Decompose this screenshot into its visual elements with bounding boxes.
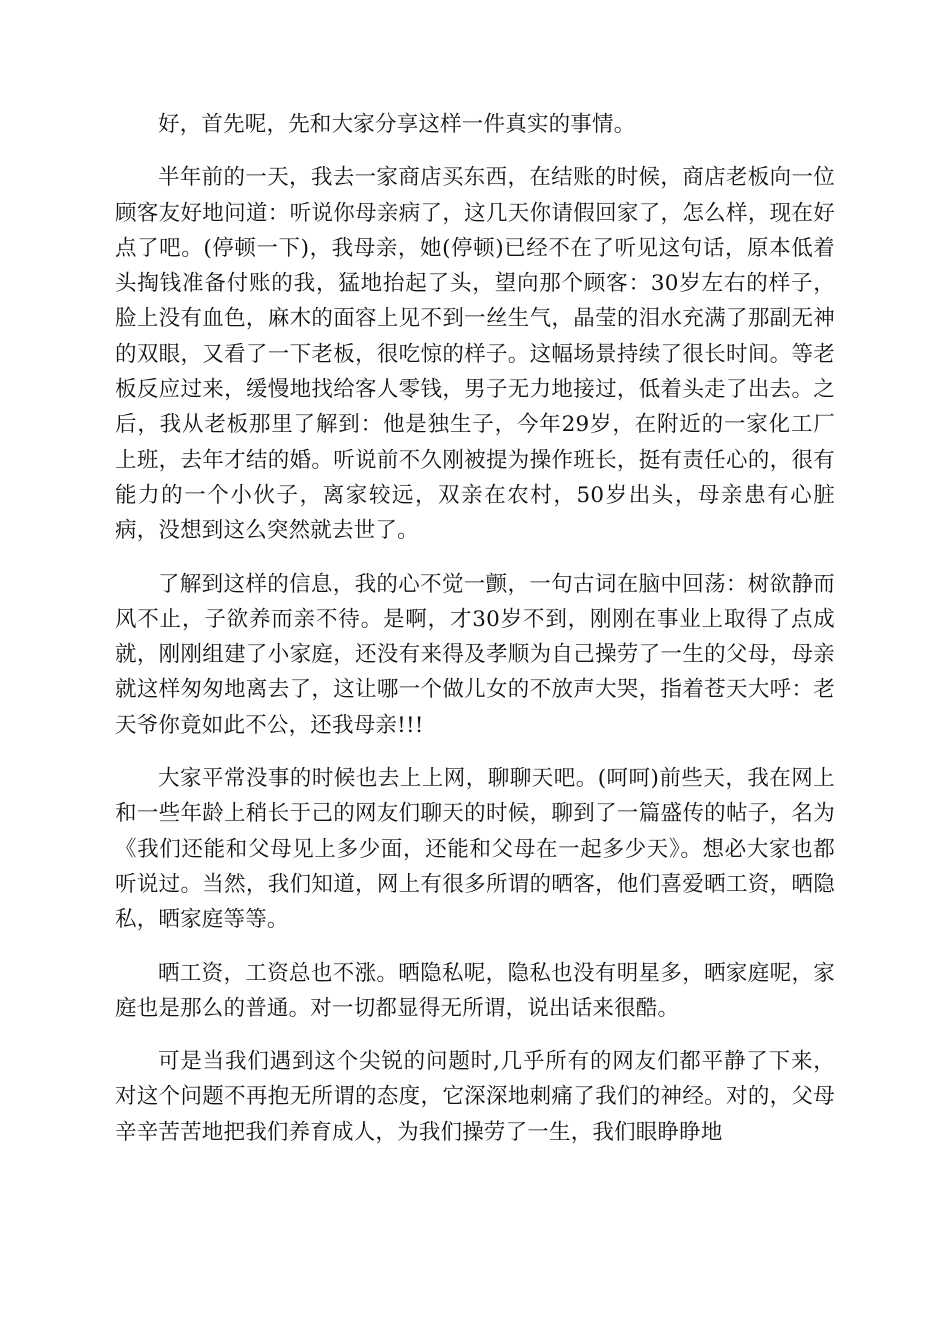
paragraph-6: 可是当我们遇到这个尖锐的问题时,几乎所有的网友们都平静了下来，对这个问题不再抱无所谓的态度，它深深地刺痛了我们的神经。对的，父母辛辛苦苦地把我们养育成人，为我们操劳了一生，我们眼睁睁地 xyxy=(115,1049,835,1145)
paragraph-3: 了解到这样的信息，我的心不觉一颤，一句古词在脑中回荡：树欲静而风不止，子欲养而亲不待。是啊，才30岁不到，刚刚在事业上取得了点成就，刚刚组建了小家庭，还没有来得及孝顺为自己操劳了一生的父母，母亲就这样匆匆地离去了，这让哪一个做儿女的不放声大哭，指着苍天大呼：老天爷你竟如此不公，还我母亲!!! xyxy=(115,571,835,738)
paragraph-4: 大家平常没事的时候也去上上网，聊聊天吧。(呵呵)前些天，我在网上和一些年龄上稍长于己的网友们聊天的时候，聊到了一篇盛传的帖子，名为《我们还能和父母见上多少面，还能和父母在一起多少天》。想必大家也都听说过。当然，我们知道，网上有很多所谓的晒客，他们喜爱晒工资，晒隐私，晒家庭等等。 xyxy=(115,766,835,933)
paragraph-5: 晒工资，工资总也不涨。晒隐私呢，隐私也没有明星多，晒家庭呢，家庭也是那么的普通。对一切都显得无所谓，说出话来很酷。 xyxy=(115,960,835,1021)
document-body xyxy=(115,107,835,1150)
paragraph-2: 半年前的一天，我去一家商店买东西，在结账的时候，商店老板向一位顾客友好地问道：听说你母亲病了，这几天你请假回家了，怎么样，现在好点了吧。(停顿一下)，我母亲，她(停顿)已经不在了听见这句话，原本低着头掏钱准备付账的我，猛地抬起了头，望向那个顾客：30岁左右的样子，脸上没有血色，麻木的面容上见不到一丝生气，晶莹的泪水充满了那副无神的双眼，又看了一下老板，很吃惊的样子。这幅场景持续了很长时间。等老板反应过来，缓慢地找给客人零钱，男子无力地接过，低着头走了出去。之后，我从老板那里了解到：他是独生子，今年29岁，在附近的一家化工厂上班，去年才结的婚。听说前不久刚被提为操作班长，挺有责任心的，很有能力的一个小伙子，离家较远，双亲在农村，50岁出头，母亲患有心脏病，没想到这么突然就去世了。 xyxy=(115,165,835,544)
paragraph-1: 好，首先呢，先和大家分享这样一件真实的事情。 xyxy=(158,112,636,137)
